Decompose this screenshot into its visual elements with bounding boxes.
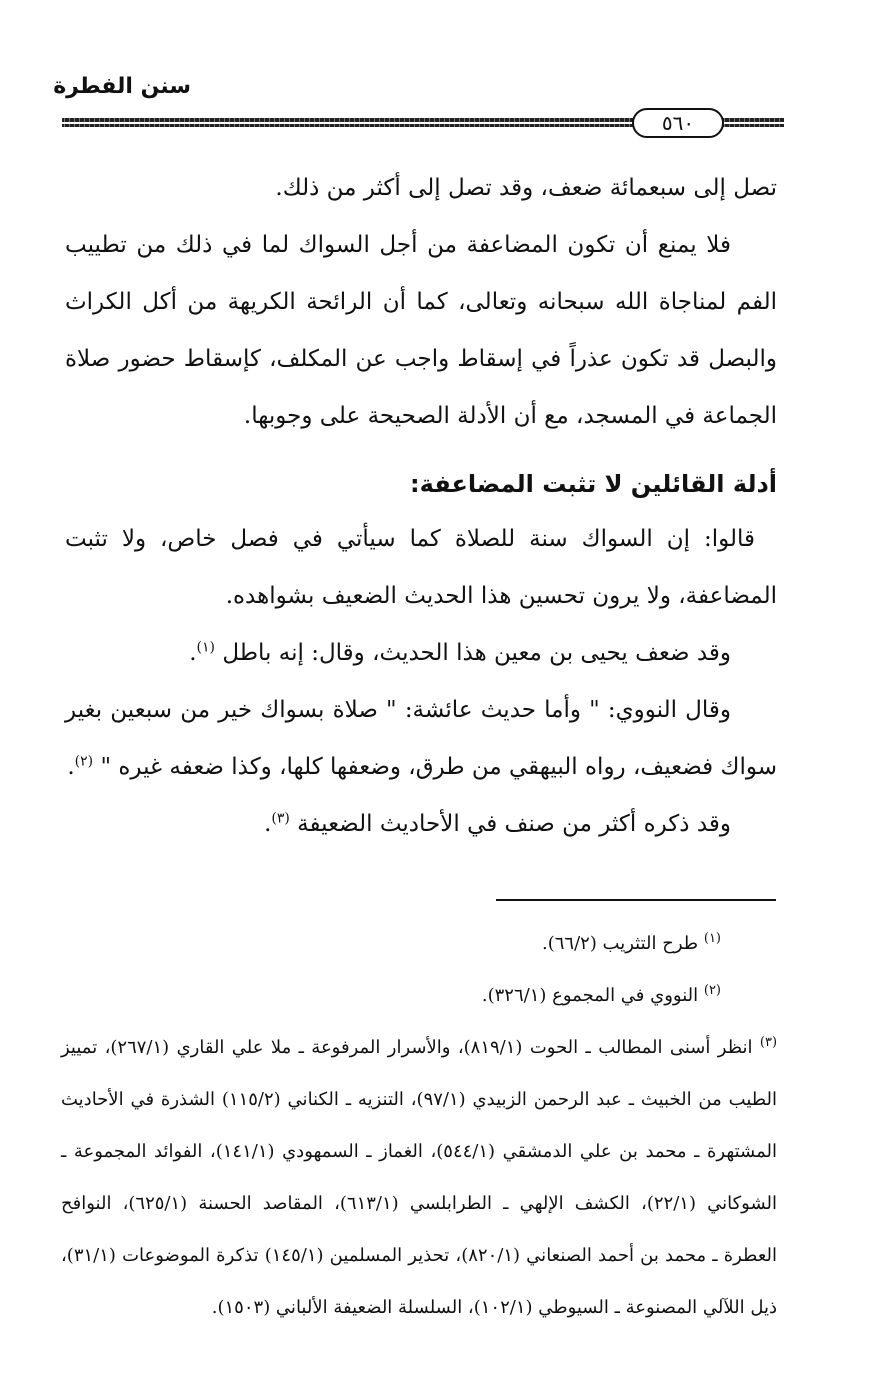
paragraph: فلا يمنع أن تكون المضاعفة من أجل السواك لما في ذلك من تطييب الفم لمناجاة الله سبحانه وتعالى، كما أن الرائحة الكريهة من أكل الكراث والبصل قد تكون عذراً في إسقاط واجب عن المكلف، كإسقاط حضور صلاة الجماعة في المسجد، مع أن الأدلة الصحيحة على وجوبها. — [65, 232, 777, 429]
footnote-number: (٣) — [759, 1035, 778, 1050]
paragraph — [65, 625, 777, 682]
paragraph-end: . — [67, 754, 75, 780]
footnotes — [61, 918, 777, 1334]
footnote-text: النووي في المجموع (٣٢٦/١). — [481, 985, 699, 1006]
footnote-text: انظر أسنى المطالب ـ الحوت (٨١٩/١)، والأسرار المرفوعة ـ ملا علي القاري (٢٦٧/١)، تمييز الطيب من الخبيث ـ عبد الرحمن الزبيدي (٩٧/١)، التنزيه ـ الكناني (١١٥/٢) الشذرة في الأحاديث المشتهرة ـ محمد بن علي الدمشقي (٥٤٤/١)، الغماز ـ السمهودي (١٤١/١)، الفوائد المجموعة ـ الشوكاني (٢٢/١)، الكشف الإلهي ـ الطرابلسي (٦١٣/١)، المقاصد الحسنة (٦٢٥/١)، النوافح العطرة ـ محمد بن أحمد الصنعاني (٨٢٠/١)، تحذير المسلمين (١٤٥/١) تذكرة الموضوعات (٣١/١)، ذيل اللآلي المصنوعة ـ السيوطي (١٠٢/١)، السلسلة الضعيفة الألباني (١٥٠٣). — [61, 1037, 778, 1318]
main-text — [65, 160, 777, 853]
running-title: سنن الفطرة — [53, 74, 191, 99]
footnote-separator — [496, 899, 776, 901]
paragraph — [65, 796, 777, 853]
footnote-number: (٢) — [703, 983, 721, 998]
footnote — [61, 918, 777, 970]
page-header — [0, 0, 873, 150]
section-heading: أدلة القائلين لا تثبت المضاعفة: — [410, 470, 777, 498]
paragraph-end: . — [189, 640, 197, 666]
footnote — [61, 970, 777, 1022]
paragraph — [65, 682, 777, 796]
footnote-ref: (٢) — [74, 753, 94, 770]
paragraph-text: وقد ذكره أكثر من صنف في الأحاديث الضعيفة — [297, 811, 731, 837]
footnote-text: طرح التثريب (٦٦/٢). — [541, 933, 699, 954]
paragraph: قالوا: إن السواك سنة للصلاة كما سيأتي في فصل خاص، ولا تثبت المضاعفة، ولا يرون تحسين هذا الحديث الضعيف بشواهده. — [65, 526, 777, 609]
paragraph-end: . — [264, 811, 272, 837]
paragraph-text: وقد ضعف يحيى بن معين هذا الحديث، وقال: إنه باطل — [222, 640, 731, 666]
footnote — [61, 1022, 777, 1334]
paragraph-text: وقال النووي: " وأما حديث عائشة: " صلاة بسواك خير من سبعين بغير سواك فضعيف، رواه البيهقي من طرق، وضعفها كلها، وكذا ضعفه غيره " — [65, 697, 777, 780]
paragraph: تصل إلى سبعمائة ضعف، وقد تصل إلى أكثر من ذلك. — [275, 175, 777, 201]
page-number: ٥٦٠ — [632, 108, 724, 138]
footnote-ref: (١) — [196, 639, 215, 656]
footnote-ref: (٣) — [271, 810, 290, 827]
footnote-number: (١) — [703, 931, 721, 946]
